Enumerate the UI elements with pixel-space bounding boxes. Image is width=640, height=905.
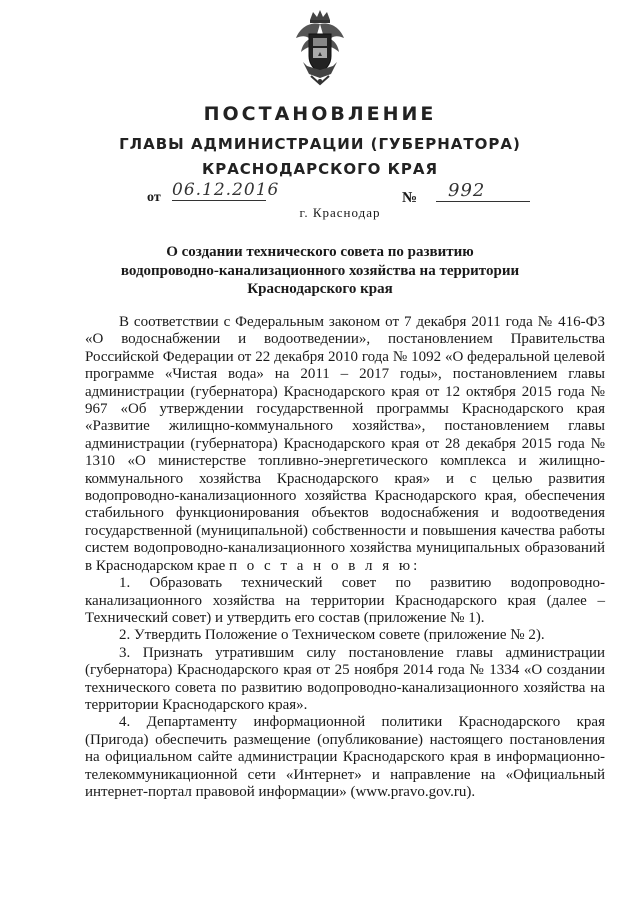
resolve-word: п о с т а н о в л я ю: <box>229 557 421 574</box>
document-title: ПОСТАНОВЛЕНИЕ <box>203 103 437 125</box>
city-label: г. Краснодар <box>299 205 381 220</box>
handwritten-date: 06.12.2016 <box>172 180 280 200</box>
preamble-text: В соответствии с Федеральным законом от 7 декабря 2011 года № 416-ФЗ «О водоснабжении и водоотведении», постановлением Правительства Российской Федерации от 22 декабря 2010 года № 1092 «О федеральной целевой программе «Чистая вода» на 2011 – 2017 годы», постановлением главы администрации (губернатора) Краснодарского края от 12 октября 2015 года № 967 «Об утверждении государственной программы Краснодарского края «Развитие жилищно-коммунального хозяйства», постановлением главы администрации (губернатора) Краснодарского края от 28 декабря 2015 года № 1310 «О министерстве топливно-энергетического комплекса и жилищно-коммунального хозяйства Краснодарского края» и с целью развития водопроводно-канализационного хозяйства Краснодарского края, обеспечения стабильного функционирования объектов водоснабжения и водоотведения государственной (муниципальной) собственности и повышения качества работы систем водопроводно-канализационного хозяйства муниципальных образований в Краснодарском крае <box>85 314 605 574</box>
authority-line-2: КРАСНОДАРСКОГО КРАЯ <box>201 160 439 178</box>
preamble-paragraph <box>85 314 605 575</box>
clause-paragraph: 2. Утвердить Положение о Техническом совете (приложение № 2). <box>119 627 545 644</box>
authority-line-1: ГЛАВЫ АДМИНИСТРАЦИИ (ГУБЕРНАТОРА) <box>119 135 521 153</box>
clause-paragraph: 1. Образовать технический совет по развитию водопроводно-канализационного хозяйства на территории Краснодарского края (далее – Технический совет) и утвердить его состав (приложение № 1). <box>85 575 605 626</box>
document-subject <box>0 243 640 299</box>
number-sign: № <box>402 190 418 206</box>
date-prefix: от <box>147 190 161 205</box>
subject-line: Краснодарского края <box>247 281 393 297</box>
handwritten-number: 992 <box>436 180 530 202</box>
subject-line: О создании технического совета по развитию <box>166 244 474 260</box>
document-body <box>85 314 605 801</box>
clause-paragraph: 4. Департаменту информационной политики Краснодарского края (Пригода) обеспечить размещение (опубликование) настоящего постановления на официальном сайте администрации Краснодарского края в информационно-телекоммуникационной сети «Интернет» и направление на «Официальный интернет-портал правовой информации» (www.pravo.gov.ru). <box>85 714 605 800</box>
clause-paragraph: 3. Признать утратившим силу постановление главы администрации (губернатора) Краснодарского края от 25 ноября 2014 года № 1334 «О создании технического совета по развитию водопроводно-канализационного хозяйства на территории Краснодарского края». <box>85 644 605 713</box>
coat-of-arms-emblem <box>293 8 347 86</box>
subject-line: водопроводно-канализационного хозяйства на территории <box>120 262 520 279</box>
